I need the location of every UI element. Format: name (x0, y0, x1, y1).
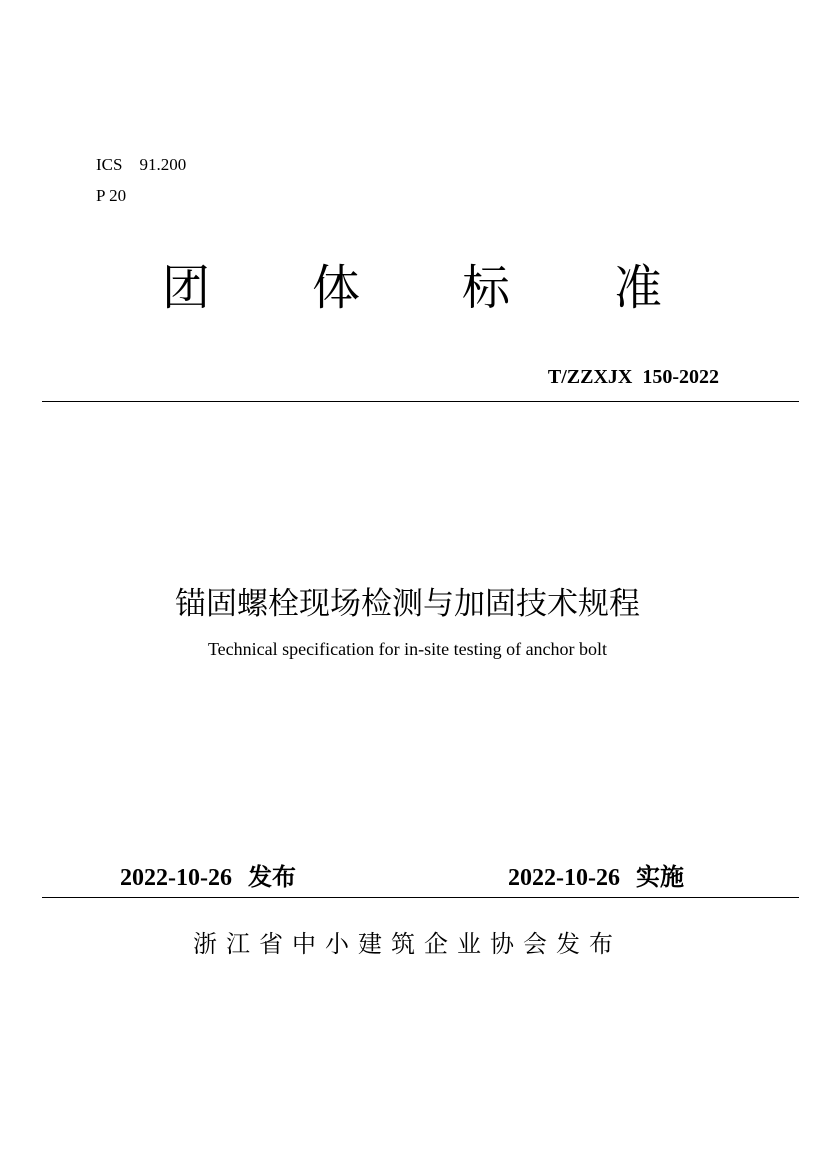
top-divider (42, 401, 799, 402)
standard-type-char: 准 (614, 260, 663, 316)
publish-label: 发布 (247, 863, 296, 891)
document-title-english: Technical specification for in-site testing of anchor bolt (207, 639, 608, 659)
standard-type-char: 团 (162, 260, 211, 316)
bottom-divider (42, 897, 799, 898)
standard-type-char: 体 (312, 260, 361, 316)
standard-type-char: 标 (462, 260, 511, 316)
document-title-chinese: 锚固螺栓现场检测与加固技术规程 (175, 586, 640, 622)
standard-type-heading (0, 258, 815, 318)
effective-date-line (508, 861, 684, 894)
publish-date-line (120, 861, 296, 894)
effective-date: 2022-10-26 (508, 865, 620, 891)
publisher-line: 浙江省中小建筑企业协会发布 (193, 930, 622, 958)
ics-code: ICS 91.200 (96, 155, 187, 174)
standard-number: T/ZZXJX 150-2022 (547, 366, 719, 388)
publish-date: 2022-10-26 (120, 865, 232, 891)
effective-label: 实施 (635, 863, 684, 891)
ccs-code: P 20 (96, 186, 127, 205)
